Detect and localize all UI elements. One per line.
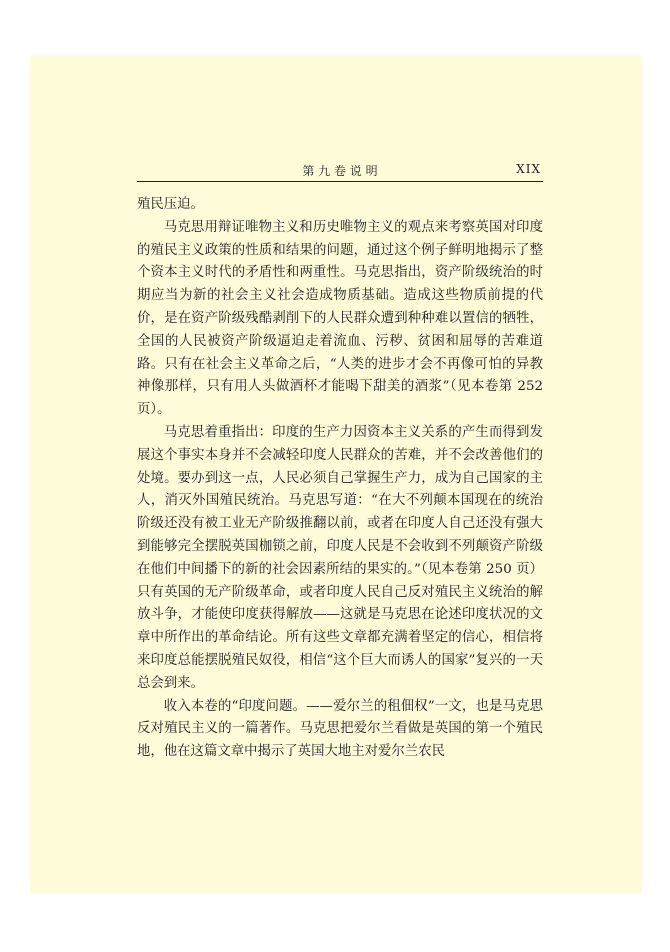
paragraph: 殖民压迫。 — [137, 197, 204, 212]
paragraph: 马克思着重指出：印度的生产力因资本主义关系的产生而得到发展这个事实本身并不会减轻印度人民群众的苦难，并不会改善他们的处境。要办到这一点，人民必须自己掌握生产力，成为自己国家的主人，消灭外国殖民统治。马克思写道：“在大不列颠本国现在的统治阶级还没有被工业无产阶级推翻以前，或者在印度人自己还没有强大到能够完全摆脱英国枷锁之前，印度人民是不会收到不列颠资产阶级在他们中间播下的新的社会因素所结的果实的。”（见本卷第 250 页）只有英国的无产阶级革命，或者印度人民自己反对殖民主义统治的解放斗争，才能使印度获得解放——这就是马克思在论述印度状况的文章中所作出的革命结论。所有这些文章都充满着坚定的信心，相信将来印度总能摆脱殖民奴役，相信“这个巨大而诱人的国家”复兴的一天总会到来。 — [137, 424, 543, 691]
running-head — [137, 161, 543, 182]
paragraph: 收入本卷的“印度问题。——爱尔兰的租佃权”一文，也是马克思反对殖民主义的一篇著作。马克思把爱尔兰看做是英国的第一个殖民地，他在这篇文章中揭示了英国大地主对爱尔兰农民 — [137, 698, 543, 760]
body-text — [137, 194, 543, 764]
page-number: XIX — [516, 162, 541, 176]
paragraph: 马克思用辩证唯物主义和历史唯物主义的观点来考察英国对印度的殖民主义政策的性质和结果的问题，通过这个例子鲜明地揭示了整个资本主义时代的矛盾性和两重性。马克思指出，资产阶级统治的时期应当为新的社会主义社会造成物质基础。造成这些物质前提的代价，是在资产阶级残酷剥削下的人民群众遭到种种难以置信的牺牲，全国的人民被资产阶级逼迫走着流血、污秽、贫困和屈辱的苦难道路。只有在社会主义革命之后，“人类的进步才会不再像可怕的异教神像那样，只有用人头做酒杯才能喝下甜美的酒浆”（见本卷第 252 页）。 — [137, 219, 543, 418]
running-head-title: 第 九 卷 说 明 — [302, 164, 378, 178]
